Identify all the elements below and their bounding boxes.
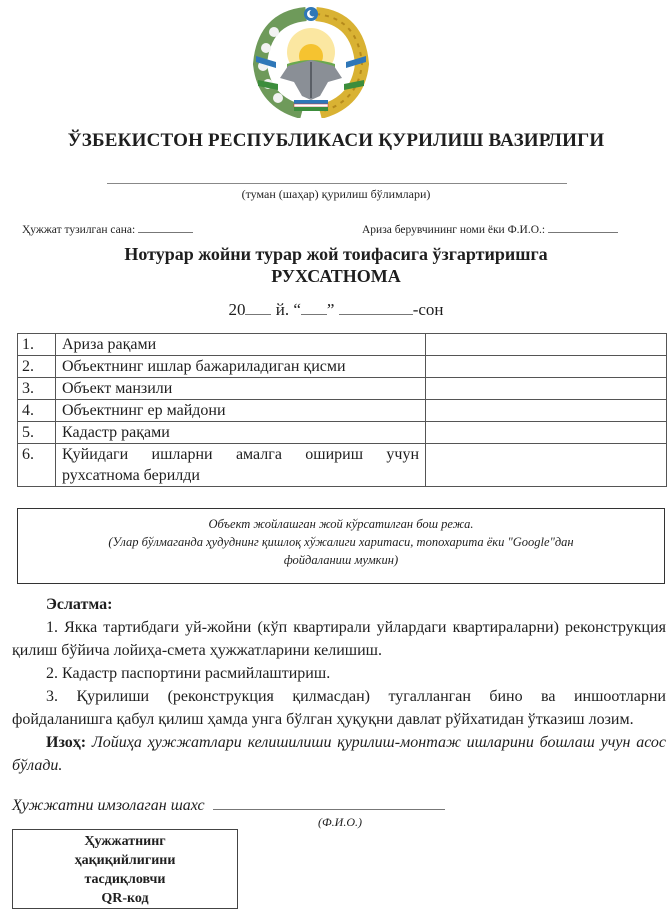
izoh-text: Лойиҳа ҳужжатлари келишилиши қурилиш-монтаж ишларини бошлаш учун асос бўлади. — [12, 734, 666, 774]
document-date-field — [22, 222, 193, 236]
signer-value[interactable] — [213, 795, 445, 810]
row-number: 6. — [18, 444, 56, 487]
number-suffix: -сон — [412, 300, 444, 319]
year-prefix: 20 — [228, 300, 246, 319]
row-number: 4. — [18, 400, 56, 422]
row-value[interactable] — [426, 378, 667, 400]
qr-caption-line: тасдиқловчи — [84, 872, 166, 887]
ministry-title: ЎЗБЕКИСТОН РЕСПУБЛИКАСИ ҚУРИЛИШ ВАЗИРЛИГИ — [67, 130, 605, 151]
state-emblem — [250, 4, 372, 118]
signer-fio-caption: (Ф.И.О.) — [318, 815, 362, 829]
row-number: 2. — [18, 356, 56, 378]
year-suffix: й. “ — [275, 300, 301, 319]
row-value[interactable] — [426, 334, 667, 356]
month-blank[interactable] — [339, 300, 413, 315]
note-item: 3. Қурилиши (реконструкция қилмасдан) тугалланган бино ва иншоотларни фойдаланишга қабул қилиш ҳамда унга бўлган ҳуқуқни давлат рўйхатидан ўтказиш лозим. — [12, 688, 666, 728]
table-row — [18, 422, 667, 444]
row-label: Қуйидаги ишларни амалга ошириш учун рухсатнома берилди — [56, 444, 426, 487]
permit-info-table — [17, 333, 667, 487]
row-value[interactable] — [426, 400, 667, 422]
row-value[interactable] — [426, 444, 667, 487]
table-row — [18, 334, 667, 356]
row-number: 1. — [18, 334, 56, 356]
applicant-name-label: Ариза берувчининг номи ёки Ф.И.О.: — [362, 224, 546, 236]
table-row — [18, 444, 667, 487]
qr-caption-line: QR-код — [101, 891, 149, 906]
site-plan-caption: Объект жойлашган жой кўрсатилган бош режа. — [208, 517, 474, 531]
table-row — [18, 400, 667, 422]
document-subtitle: РУХСАТНОМА — [271, 266, 401, 286]
uzbekistan-state-emblem-icon — [250, 4, 372, 118]
document-date-label: Ҳужжат тузилган сана: — [22, 224, 136, 236]
row-label: Кадастр рақами — [56, 422, 426, 444]
document-date-value[interactable] — [138, 222, 193, 233]
qr-code-box — [12, 829, 238, 909]
izoh-note — [12, 731, 666, 777]
site-plan-note-line: фойдаланиш мумкин) — [283, 553, 399, 567]
row-label: Ариза рақами — [56, 334, 426, 356]
row-number: 3. — [18, 378, 56, 400]
department-underline — [107, 183, 567, 184]
note-item: 2. Кадастр паспортини расмийлаштириш. — [46, 665, 331, 682]
row-number: 5. — [18, 422, 56, 444]
row-value[interactable] — [426, 422, 667, 444]
izoh-label: Изоҳ: — [46, 734, 87, 751]
row-label: Объектнинг ишлар бажариладиган қисми — [56, 356, 426, 378]
applicant-name-value[interactable] — [548, 222, 618, 233]
signer-label: Ҳужжатни имзолаган шахс — [12, 797, 205, 814]
table-row — [18, 356, 667, 378]
site-plan-note-line: (Улар бўлмаганда ҳудуднинг қишлоқ хўжалиги харитаси, топохарита ёки "Google"дан — [108, 535, 574, 549]
department-caption: (туман (шаҳар) қурилиш бўлимлари) — [241, 187, 431, 201]
row-value[interactable] — [426, 356, 667, 378]
applicant-name-field — [362, 222, 618, 236]
site-plan-box — [17, 508, 665, 584]
signer-field — [12, 795, 445, 815]
row-label: Объектнинг ер майдони — [56, 400, 426, 422]
day-blank[interactable] — [301, 300, 327, 315]
qr-caption-line: Ҳужжатнинг — [84, 834, 166, 849]
notes-section — [12, 593, 666, 777]
notes-heading: Эслатма: — [46, 596, 113, 613]
table-row — [18, 378, 667, 400]
document-title: Нотурар жойни турар жой тоифасига ўзгартиришга — [124, 244, 548, 264]
qr-caption-line: ҳақиқийлигини — [74, 853, 176, 868]
permit-number-line — [0, 300, 672, 320]
note-item: 1. Якка тартибдаги уй-жойни (кўп квартирали уйлардаги квартираларни) реконструкция қилиш бўйича лойиҳа-смета ҳужжатларини келишиш. — [12, 619, 666, 659]
quote-close: ” — [326, 300, 335, 319]
year-blank[interactable] — [245, 300, 271, 315]
row-label: Объект манзили — [56, 378, 426, 400]
